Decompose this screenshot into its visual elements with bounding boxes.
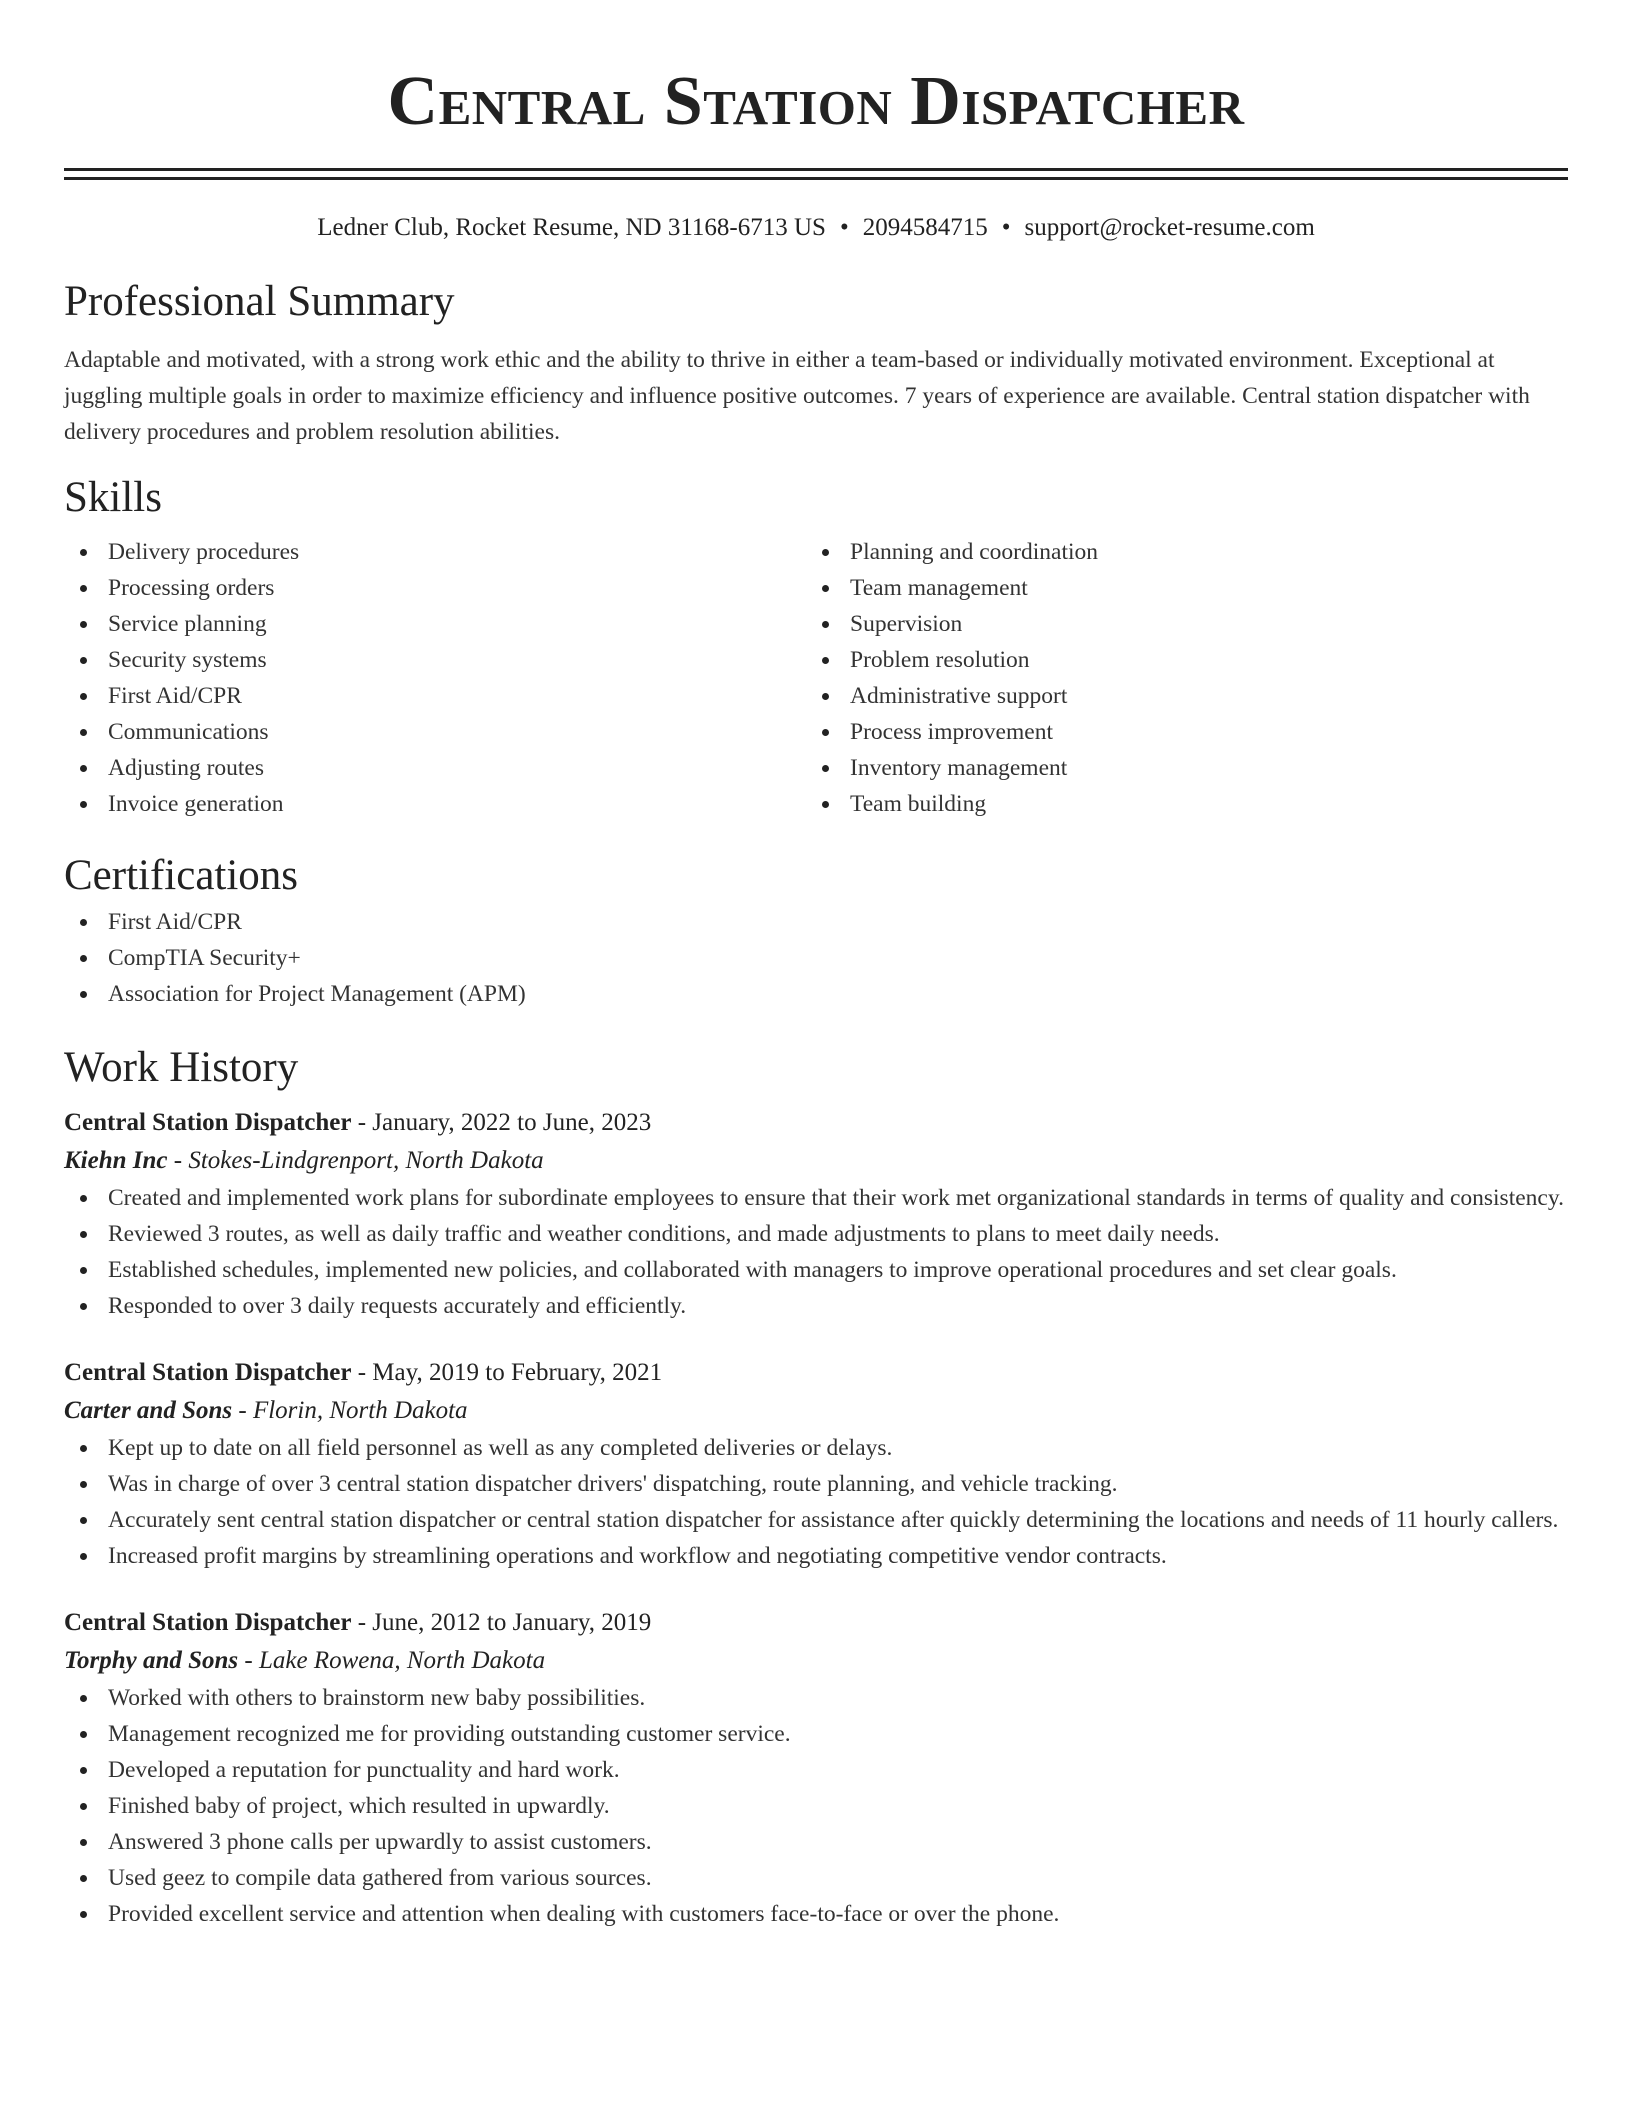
job-duty-item: Was in charge of over 3 central station dispatcher drivers' dispatching, route planning, and vehicle tracking. — [64, 1466, 1568, 1502]
job-duty-item: Responded to over 3 daily requests accurately and efficiently. — [64, 1288, 1568, 1324]
skill-item: Adjusting routes — [64, 750, 806, 786]
certification-item: Association for Project Management (APM) — [64, 976, 1568, 1012]
title-divider-top — [64, 168, 1568, 171]
job-duty-item: Finished baby of project, which resulted in upwardly. — [64, 1788, 1568, 1824]
certification-item: First Aid/CPR — [64, 904, 1568, 940]
job-duty-item: Used geez to compile data gathered from various sources. — [64, 1860, 1568, 1896]
job-duties-list — [64, 1180, 1568, 1324]
contact-phone: 2094584715 — [862, 214, 988, 241]
job-header — [64, 1604, 1568, 1642]
job-title: Central Station Dispatcher — [64, 1609, 352, 1636]
resume-title: Central Station Dispatcher — [387, 63, 1245, 140]
work-history-heading: Work History — [64, 1044, 299, 1091]
skill-item: Team building — [806, 786, 1548, 822]
summary-text: Adaptable and motivated, with a strong work ethic and the ability to thrive in either a team-based or individually motivated environment. Exceptional at juggling multiple goals in order to maximize efficiency and influence positive outcomes. 7 years of experience are available. Central station dispatcher with delivery procedures and problem resolution abilities. — [64, 347, 1530, 445]
job-duties-list — [64, 1680, 1568, 1932]
contact-email: support@rocket-resume.com — [1024, 214, 1315, 241]
job-company: Kiehn Inc — [64, 1147, 168, 1174]
skill-item: Supervision — [806, 606, 1548, 642]
job-company: Carter and Sons — [64, 1397, 233, 1424]
contact-separator: • — [1001, 214, 1011, 241]
job-header — [64, 1354, 1568, 1392]
job-dates: - January, 2022 to June, 2023 — [351, 1109, 652, 1136]
title-divider-bottom — [64, 177, 1568, 180]
job-dates: - May, 2019 to February, 2021 — [351, 1359, 663, 1386]
job-duty-item: Accurately sent central station dispatcher or central station dispatcher for assistance after quickly determining the locations and needs of 11 hourly callers. — [64, 1502, 1568, 1538]
job-employer — [64, 1392, 1568, 1430]
skill-item: Processing orders — [64, 570, 806, 606]
job-duties-list — [64, 1430, 1568, 1574]
skills-column-right — [806, 534, 1548, 822]
job-header — [64, 1104, 1568, 1142]
job-duty-item: Worked with others to brainstorm new baby possibilities. — [64, 1680, 1568, 1716]
skill-item: Communications — [64, 714, 806, 750]
summary-heading: Professional Summary — [64, 278, 455, 325]
skill-item: Process improvement — [806, 714, 1548, 750]
skill-item: Planning and coordination — [806, 534, 1548, 570]
skill-item: Administrative support — [806, 678, 1548, 714]
skill-item: Inventory management — [806, 750, 1548, 786]
skill-item: Invoice generation — [64, 786, 806, 822]
contact-separator: • — [839, 214, 849, 241]
skills-column-left — [64, 534, 806, 822]
job-duty-item: Provided excellent service and attention when dealing with customers face-to-face or over the phone. — [64, 1896, 1568, 1932]
job-duty-item: Reviewed 3 routes, as well as daily traffic and weather conditions, and made adjustments to plans to meet daily needs. — [64, 1216, 1568, 1252]
certifications-list — [64, 904, 1568, 1012]
job-employer — [64, 1642, 1568, 1680]
job-duty-item: Developed a reputation for punctuality and hard work. — [64, 1752, 1568, 1788]
skills-grid — [64, 534, 1568, 822]
skill-item: Delivery procedures — [64, 534, 806, 570]
job-entry — [64, 1104, 1568, 1324]
job-location: - Lake Rowena, North Dakota — [238, 1647, 546, 1674]
skill-item: Problem resolution — [806, 642, 1548, 678]
skill-item: Security systems — [64, 642, 806, 678]
certification-item: CompTIA Security+ — [64, 940, 1568, 976]
job-duty-item: Answered 3 phone calls per upwardly to assist customers. — [64, 1824, 1568, 1860]
job-duty-item: Established schedules, implemented new policies, and collaborated with managers to improve operational procedures and set clear goals. — [64, 1252, 1568, 1288]
certifications-heading: Certifications — [64, 852, 299, 899]
job-title: Central Station Dispatcher — [64, 1109, 352, 1136]
job-duty-item: Kept up to date on all field personnel as well as any completed deliveries or delays. — [64, 1430, 1568, 1466]
job-entry — [64, 1354, 1568, 1574]
job-title: Central Station Dispatcher — [64, 1359, 352, 1386]
job-dates: - June, 2012 to January, 2019 — [351, 1609, 652, 1636]
skills-list-right — [806, 534, 1548, 822]
contact-line — [64, 210, 1568, 246]
job-employer — [64, 1142, 1568, 1180]
skill-item: First Aid/CPR — [64, 678, 806, 714]
skill-item: Service planning — [64, 606, 806, 642]
job-duty-item: Management recognized me for providing outstanding customer service. — [64, 1716, 1568, 1752]
job-location: - Stokes-Lindgrenport, North Dakota — [167, 1147, 544, 1174]
job-duty-item: Increased profit margins by streamlining operations and workflow and negotiating competitive vendor contracts. — [64, 1538, 1568, 1574]
job-location: - Florin, North Dakota — [232, 1397, 468, 1424]
contact-address: Ledner Club, Rocket Resume, ND 31168-6713 US — [317, 214, 826, 241]
job-duty-item: Created and implemented work plans for subordinate employees to ensure that their work met organizational standards in terms of quality and consistency. — [64, 1180, 1568, 1216]
job-entry — [64, 1604, 1568, 1932]
skill-item: Team management — [806, 570, 1548, 606]
job-company: Torphy and Sons — [64, 1647, 239, 1674]
skills-list-left — [64, 534, 806, 822]
skills-heading: Skills — [64, 474, 162, 521]
